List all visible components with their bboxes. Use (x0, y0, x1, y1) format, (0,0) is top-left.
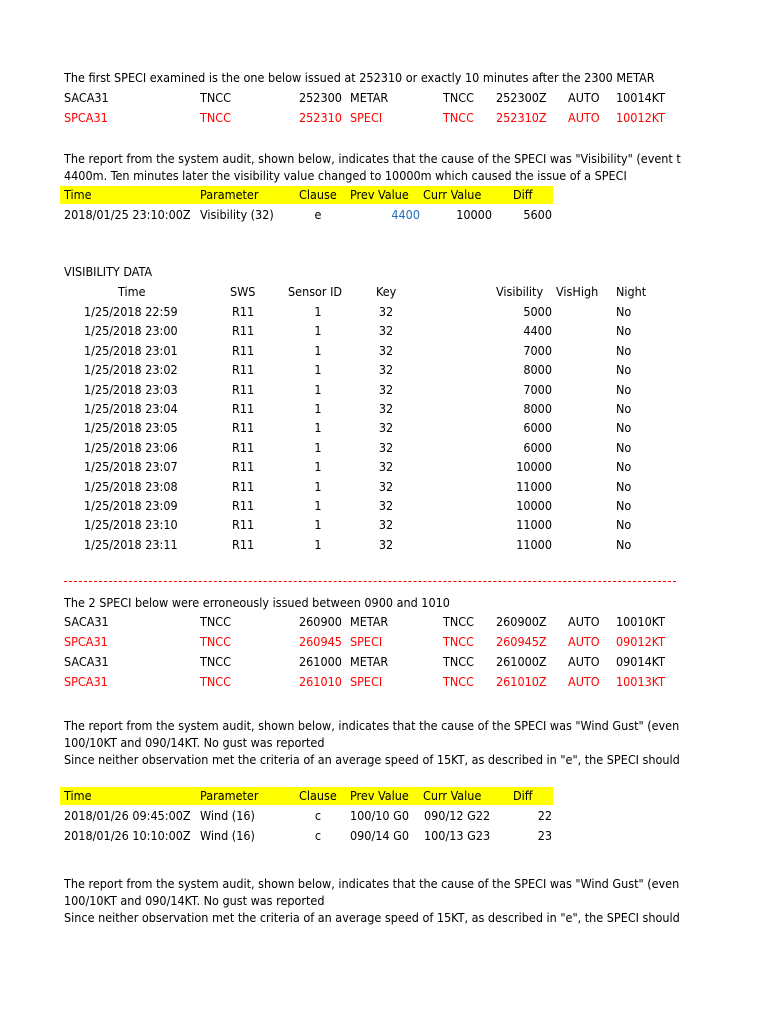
visibility-cell: R11 (232, 381, 255, 397)
visibility-cell: R11 (232, 401, 255, 416)
visibility-cell: 11000 (516, 517, 552, 533)
visibility-cell: 1/25/2018 23:03 (84, 381, 178, 397)
header-curr-value: Curr Value (423, 187, 482, 202)
visibility-cell: No (616, 517, 632, 533)
visibility-row (0, 439, 768, 457)
vis-header-time: Time (118, 284, 146, 299)
vis-header-vishigh: VisHigh (556, 284, 599, 299)
visibility-header (0, 283, 768, 301)
message-cell: TNCC (200, 654, 231, 669)
message-cell: 261000 (299, 654, 342, 669)
section5-line3: Since neither observation met the criteria of an average speed of 15KT, as described in "e", the SPECI should (64, 910, 680, 925)
message-row (0, 653, 768, 671)
visibility-row (0, 322, 768, 340)
header-clause: Clause (299, 788, 337, 803)
message-cell: AUTO (568, 614, 600, 629)
message-cell: SPECI (350, 674, 383, 689)
visibility-cell: R11 (232, 498, 255, 513)
visibility-cell: 1/25/2018 23:05 (84, 420, 178, 436)
visibility-cell: 1/25/2018 23:07 (84, 459, 178, 475)
visibility-cell: 32 (378, 439, 394, 455)
message-cell: 261000Z (496, 654, 547, 669)
message-cell: SPECI (350, 634, 383, 649)
vis-header-sws: SWS (230, 284, 256, 299)
message-cell: AUTO (568, 654, 600, 669)
visibility-cell: 8000 (523, 362, 552, 378)
message-cell: 10013KT (616, 674, 666, 689)
message-cell: 260945Z (496, 634, 547, 649)
cell-clause: e (314, 207, 322, 222)
visibility-cell: 4400 (523, 323, 552, 339)
visibility-cell: No (616, 381, 632, 397)
message-cell: AUTO (568, 110, 600, 125)
message-row (0, 633, 768, 651)
visibility-cell: 32 (378, 323, 394, 339)
message-cell: TNCC (443, 654, 474, 669)
visibility-cell: No (616, 459, 632, 475)
message-cell: TNCC (200, 90, 231, 105)
visibility-cell: 1 (314, 401, 322, 416)
audit-row (0, 827, 768, 845)
vis-header-sensor-id: Sensor ID (288, 284, 343, 299)
message-row (0, 613, 768, 631)
message-row (0, 89, 768, 107)
message-cell: SPCA31 (64, 634, 108, 649)
visibility-cell: R11 (232, 478, 255, 494)
message-cell: METAR (350, 90, 389, 105)
visibility-cell: 1/25/2018 23:10 (84, 517, 178, 533)
message-cell: TNCC (200, 110, 231, 125)
visibility-cell: 1/25/2018 22:59 (84, 304, 178, 319)
audit-row (0, 807, 768, 825)
visibility-cell: 32 (378, 517, 394, 533)
audit-cell: c (314, 828, 322, 843)
message-cell: SACA31 (64, 614, 109, 629)
visibility-cell: 1 (314, 536, 322, 552)
section4-line3: Since neither observation met the criteria of an average speed of 15KT, as described in "e", the SPECI should (64, 752, 680, 767)
visibility-cell: 1 (314, 459, 322, 475)
header-prev-value: Prev Value (350, 187, 409, 202)
message-cell: SPCA31 (64, 110, 108, 125)
visibility-cell: 1/25/2018 23:01 (84, 342, 178, 358)
audit-cell: 23 (537, 828, 552, 843)
vis-header-key: Key (376, 284, 397, 299)
message-cell: 260900 (299, 614, 342, 629)
message-cell: TNCC (443, 110, 474, 125)
audit-cell: 090/14 G0 (350, 828, 409, 843)
visibility-cell: 1/25/2018 23:08 (84, 478, 178, 494)
message-cell: METAR (350, 654, 389, 669)
visibility-cell: 1 (314, 439, 322, 455)
header-time: Time (64, 788, 92, 803)
visibility-cell: 32 (378, 498, 394, 513)
cell-curr-value: 10000 (456, 207, 492, 222)
audit-cell: Wind (16) (200, 808, 255, 823)
message-cell: SPCA31 (64, 674, 108, 689)
visibility-cell: 1 (314, 342, 322, 358)
audit-cell: c (314, 808, 322, 823)
visibility-row (0, 342, 768, 360)
message-cell: 10010KT (616, 614, 666, 629)
visibility-cell: 11000 (516, 536, 552, 552)
visibility-cell: No (616, 401, 632, 416)
header-parameter: Parameter (200, 187, 259, 202)
message-cell: 10012KT (616, 110, 666, 125)
visibility-cell: 6000 (523, 439, 552, 455)
message-cell: 252300 (299, 90, 342, 105)
audit-cell: 090/12 G22 (424, 808, 491, 823)
visibility-row (0, 536, 768, 554)
message-cell: 252310Z (496, 110, 547, 125)
section5-line1: The report from the system audit, shown below, indicates that the cause of the SPECI was "Wind Gust" (even (64, 876, 680, 891)
section3-intro: The 2 SPECI below were erroneously issued between 0900 and 1010 (64, 595, 450, 610)
visibility-cell: 1 (314, 517, 322, 533)
audit-cell: 2018/01/26 09:45:00Z (64, 808, 191, 823)
visibility-cell: No (616, 342, 632, 358)
visibility-cell: 32 (378, 362, 394, 378)
cell-prev-value: 4400 (391, 207, 420, 222)
visibility-cell: 1 (314, 498, 322, 513)
cell-diff: 5600 (523, 207, 552, 222)
visibility-cell: 1/25/2018 23:00 (84, 323, 178, 339)
visibility-cell: 32 (378, 342, 394, 358)
visibility-cell: 6000 (523, 420, 552, 436)
vis-header-night: Night (616, 284, 647, 299)
message-cell: TNCC (200, 614, 231, 629)
message-cell: 261010 (299, 674, 342, 689)
visibility-cell: 1 (314, 420, 322, 436)
visibility-row (0, 516, 768, 534)
visibility-row (0, 303, 768, 321)
message-cell: AUTO (568, 634, 600, 649)
visibility-cell: 32 (378, 478, 394, 494)
visibility-cell: R11 (232, 517, 255, 533)
message-cell: 252310 (299, 110, 342, 125)
header-parameter: Parameter (200, 788, 259, 803)
message-cell: 261010Z (496, 674, 547, 689)
section2-audit-row (0, 206, 768, 224)
visibility-row (0, 458, 768, 476)
message-cell: 09014KT (616, 654, 666, 669)
visibility-cell: No (616, 362, 632, 378)
visibility-cell: 32 (378, 304, 394, 319)
audit-cell: 100/10 G0 (350, 808, 409, 823)
visibility-cell: 32 (378, 420, 394, 436)
visibility-cell: 1/25/2018 23:09 (84, 498, 178, 513)
message-cell: SACA31 (64, 90, 109, 105)
message-row (0, 673, 768, 691)
message-cell: SPECI (350, 110, 383, 125)
message-row (0, 109, 768, 127)
visibility-cell: 10000 (516, 459, 552, 475)
visibility-cell: 8000 (523, 401, 552, 416)
message-cell: TNCC (443, 90, 474, 105)
visibility-cell: 1 (314, 304, 322, 319)
message-cell: 260945 (299, 634, 342, 649)
audit-cell: Wind (16) (200, 828, 255, 843)
visibility-row (0, 497, 768, 515)
visibility-cell: 32 (378, 401, 394, 416)
visibility-cell: R11 (232, 459, 255, 475)
visibility-cell: No (616, 304, 632, 319)
visibility-cell: 32 (378, 536, 394, 552)
message-cell: 260900Z (496, 614, 547, 629)
visibility-cell: R11 (232, 439, 255, 455)
message-cell: AUTO (568, 674, 600, 689)
section2-line2: 4400m. Ten minutes later the visibility value changed to 10000m which caused the issue of a SPECI (64, 168, 627, 183)
header-clause: Clause (299, 187, 337, 202)
header-curr-value: Curr Value (423, 788, 482, 803)
visibility-cell: R11 (232, 536, 255, 552)
visibility-cell: No (616, 323, 632, 339)
visibility-row (0, 419, 768, 437)
visibility-cell: 32 (378, 381, 394, 397)
visibility-cell: No (616, 536, 632, 552)
visibility-cell: 7000 (523, 381, 552, 397)
section4-line2: 100/10KT and 090/14KT. No gust was reported (64, 735, 325, 750)
visibility-cell: 1 (314, 323, 322, 339)
cell-time: 2018/01/25 23:10:00Z (64, 207, 191, 222)
message-cell: TNCC (200, 634, 231, 649)
visibility-row (0, 478, 768, 496)
audit-cell: 22 (537, 808, 552, 823)
visibility-cell: 10000 (516, 498, 552, 513)
visibility-cell: No (616, 478, 632, 494)
visibility-cell: 1/25/2018 23:11 (84, 536, 178, 552)
section-divider (64, 581, 676, 582)
visibility-cell: 32 (378, 459, 394, 475)
header-diff: Diff (513, 788, 533, 803)
message-cell: 252300Z (496, 90, 547, 105)
header-prev-value: Prev Value (350, 788, 409, 803)
message-cell: 09012KT (616, 634, 666, 649)
visibility-row (0, 381, 768, 399)
section5-line2: 100/10KT and 090/14KT. No gust was reported (64, 893, 325, 908)
visibility-cell: No (616, 439, 632, 455)
visibility-cell: R11 (232, 420, 255, 436)
message-cell: AUTO (568, 90, 600, 105)
message-cell: SACA31 (64, 654, 109, 669)
message-cell: TNCC (443, 674, 474, 689)
visibility-cell: 1 (314, 362, 322, 378)
visibility-cell: R11 (232, 323, 255, 339)
header-time: Time (64, 187, 92, 202)
visibility-cell: 1/25/2018 23:02 (84, 362, 178, 378)
section2-line1: The report from the system audit, shown below, indicates that the cause of the SPECI was "Visibility" (event t (64, 151, 681, 166)
message-cell: 10014KT (616, 90, 666, 105)
section1-intro: The first SPECI examined is the one below issued at 252310 or exactly 10 minutes after the 2300 METAR (64, 70, 655, 85)
visibility-cell: 1 (314, 478, 322, 494)
visibility-title: VISIBILITY DATA (64, 264, 153, 279)
audit-cell: 2018/01/26 10:10:00Z (64, 828, 191, 843)
visibility-cell: No (616, 498, 632, 513)
message-cell: TNCC (200, 674, 231, 689)
visibility-cell: 1 (314, 381, 322, 397)
visibility-cell: No (616, 420, 632, 436)
header-diff: Diff (513, 187, 533, 202)
cell-parameter: Visibility (32) (200, 207, 274, 222)
visibility-cell: R11 (232, 304, 255, 319)
message-cell: TNCC (443, 614, 474, 629)
message-cell: TNCC (443, 634, 474, 649)
visibility-cell: R11 (232, 362, 255, 378)
visibility-cell: 5000 (523, 304, 552, 319)
visibility-cell: 11000 (516, 478, 552, 494)
section2-audit-header (0, 186, 768, 204)
section4-line1: The report from the system audit, shown below, indicates that the cause of the SPECI was "Wind Gust" (even (64, 718, 680, 733)
vis-header-visibility: Visibility (496, 284, 544, 299)
visibility-cell: R11 (232, 342, 255, 358)
visibility-row (0, 400, 768, 418)
visibility-cell: 7000 (523, 342, 552, 358)
message-cell: METAR (350, 614, 389, 629)
visibility-cell: 1/25/2018 23:04 (84, 401, 178, 416)
visibility-row (0, 361, 768, 379)
section4-audit-header (0, 787, 768, 805)
visibility-cell: 1/25/2018 23:06 (84, 439, 178, 455)
audit-cell: 100/13 G23 (424, 828, 491, 843)
